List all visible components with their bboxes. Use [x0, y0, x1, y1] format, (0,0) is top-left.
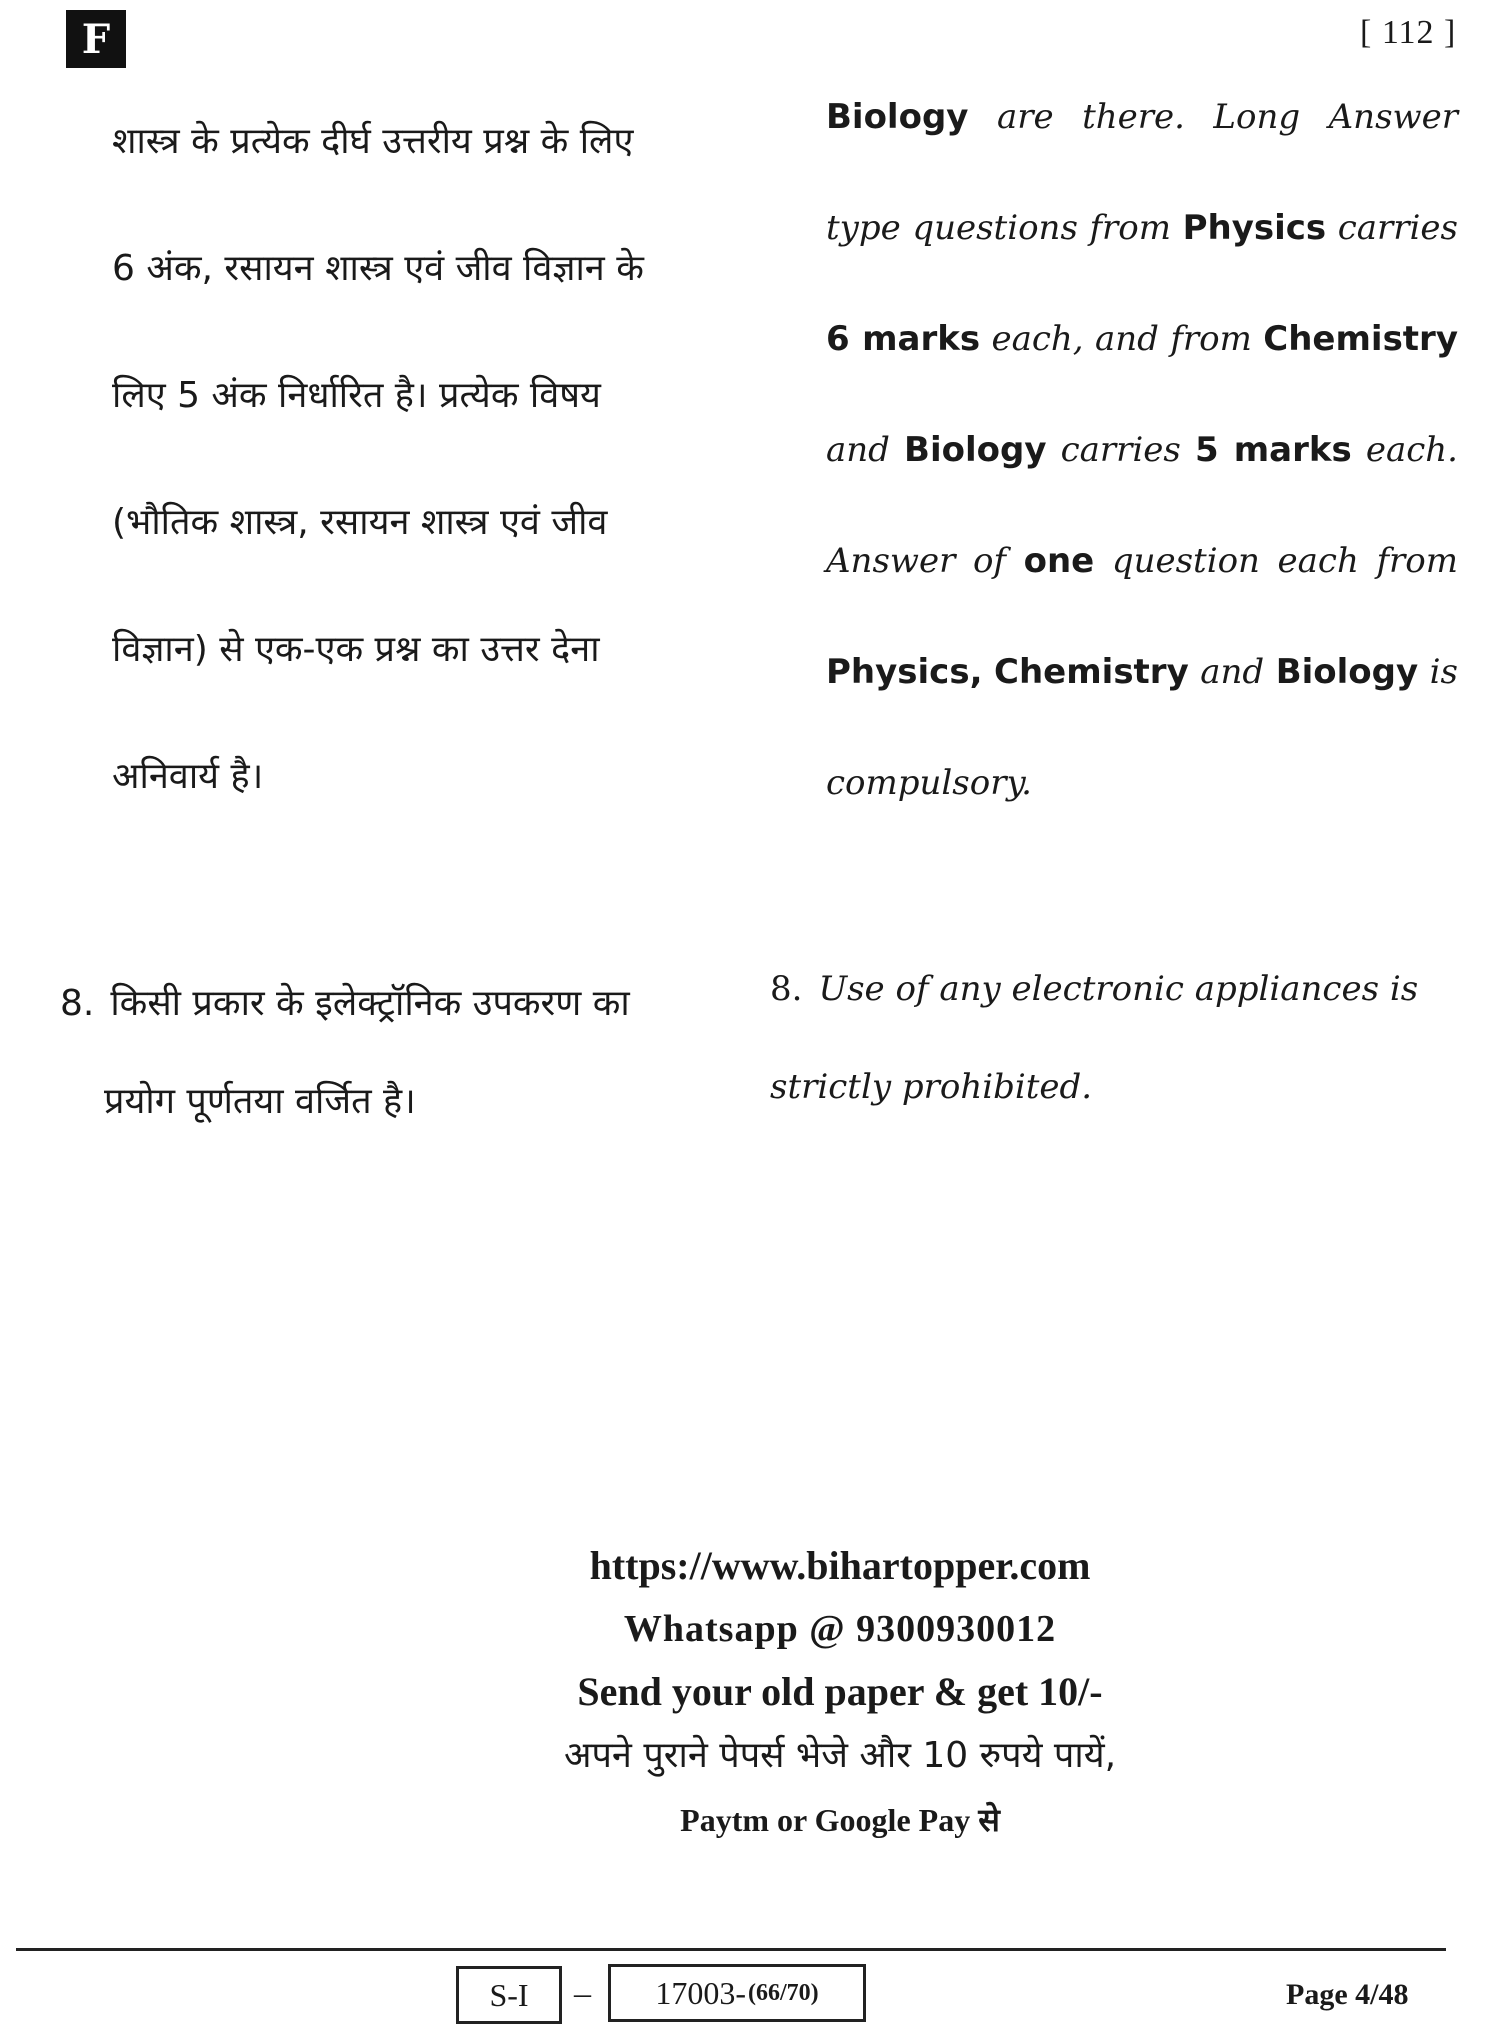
marks-six: 6 marks [826, 319, 981, 359]
hindi-line: प्रयोग पूर्णतया वर्जित है। [104, 1081, 416, 1122]
subject-chemistry: Chemistry [994, 652, 1189, 692]
text: are there. Long Answer type questions from [826, 97, 1458, 248]
series-box: S-I [456, 1966, 562, 2024]
hindi-line: शास्त्र के प्रत्येक दीर्घ उत्तरीय प्रश्न के लिए [112, 121, 634, 162]
promo-offer: Send your old paper & get 10/- [577, 1669, 1103, 1714]
text: is compulsory. [826, 652, 1458, 803]
subject-biology: Biology [904, 430, 1047, 470]
item-number: 8. [770, 969, 803, 1009]
footer-dash: – [574, 1975, 591, 2012]
text: and [826, 430, 905, 470]
hindi-line: लिए 5 अंक निर्धारित है। प्रत्येक विषय [112, 375, 601, 416]
promo-whatsapp: Whatsapp @ 9300930012 [623, 1608, 1057, 1650]
text: Use of any electronic appliances is strictly prohibited. [770, 969, 1419, 1107]
hindi-line: अनिवार्य है। [112, 756, 264, 797]
paper-code-suffix: (66/70) [748, 1979, 819, 2006]
promo-payment: Paytm or Google Pay से [680, 1802, 1000, 1838]
hindi-line: विज्ञान) से एक-एक प्रश्न का उत्तर देना [112, 629, 600, 670]
text: each. Answer of [826, 430, 1458, 581]
footer-rule [16, 1948, 1446, 1951]
hindi-line: (भौतिक शास्त्र, रसायन शास्त्र एवं जीव [112, 502, 608, 543]
instruction-7-english [826, 62, 1458, 839]
text: carries [1046, 430, 1195, 470]
hindi-line: 6 अंक, रसायन शास्त्र एवं जीव विज्ञान के [112, 248, 644, 289]
word-one: one [1023, 541, 1095, 581]
subject-physics: Physics [1182, 208, 1327, 248]
item-number: 8. [60, 983, 95, 1024]
paper-code-box [608, 1964, 866, 2022]
subject-biology: Biology [1275, 652, 1419, 692]
promo-offer-hindi: अपने पुराने पेपर्स भेजे और 10 रुपये पायें, [563, 1735, 1117, 1776]
text [983, 652, 995, 692]
paper-code: 17003- [655, 1974, 746, 2011]
page-code: [ 112 ] [1360, 14, 1457, 51]
subject-biology: Biology [826, 97, 969, 137]
instruction-7-hindi [112, 78, 762, 840]
instruction-8-english [770, 940, 1458, 1136]
text: carries [1326, 208, 1458, 248]
hindi-line [60, 955, 750, 1053]
promo-url: https://www.bihartopper.com [589, 1543, 1091, 1588]
text: each, and from [980, 319, 1264, 359]
promo-block [400, 1535, 1280, 1851]
subject-physics: Physics, [826, 652, 983, 692]
instruction-8-hindi [60, 955, 750, 1151]
marks-five: 5 marks [1194, 430, 1352, 470]
text: question each from [1094, 541, 1459, 581]
set-letter-badge: F [66, 10, 126, 68]
text: and [1188, 652, 1276, 692]
text: किसी प्रकार के इलेक्ट्रॉनिक उपकरण का [110, 983, 630, 1024]
page-number: Page 4/48 [1286, 1978, 1409, 2011]
subject-chemistry: Chemistry [1263, 319, 1458, 359]
